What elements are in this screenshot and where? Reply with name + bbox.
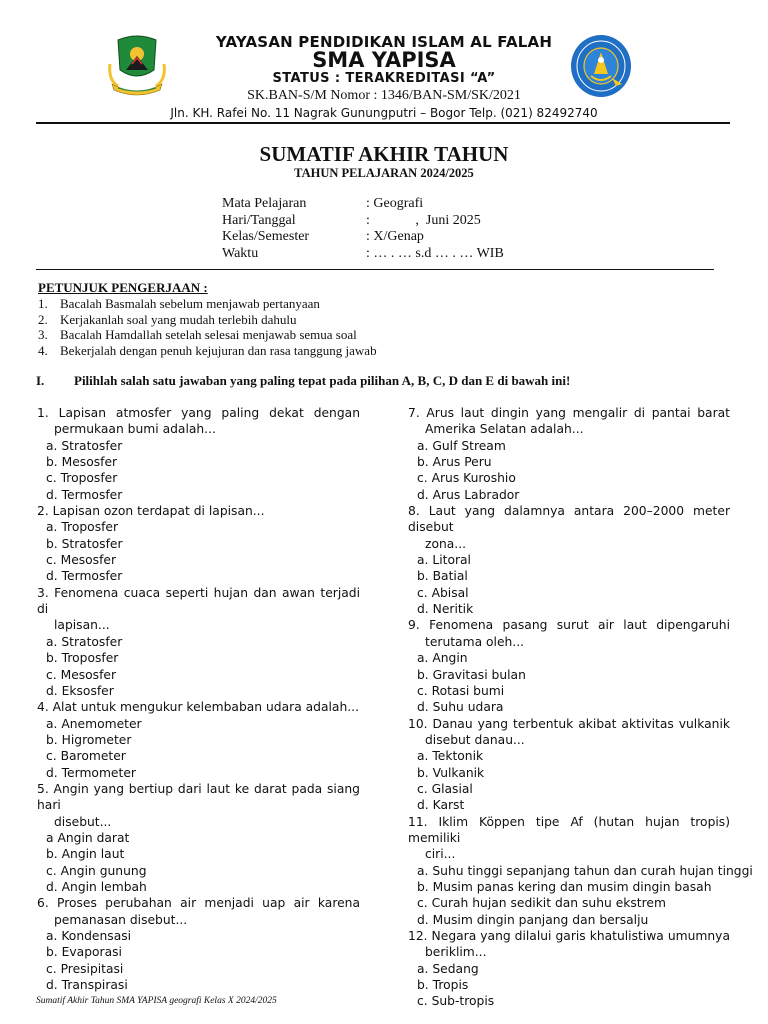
answer-option[interactable]: a. Suhu tinggi sepanjang tahun dan curah hujan tinggi <box>417 863 753 878</box>
header-divider <box>36 122 730 124</box>
question-text: 3. Fenomena cuaca seperti hujan dan awan terjadi di <box>37 585 360 617</box>
answer-option[interactable]: a Angin darat <box>46 830 130 845</box>
answer-option[interactable]: d. Neritik <box>417 602 474 617</box>
meta-row <box>222 213 504 230</box>
question-item <box>37 699 360 781</box>
answer-option[interactable]: b. Angin laut <box>46 847 125 862</box>
questions-left-column <box>37 405 360 993</box>
meta-divider <box>36 269 714 270</box>
answer-option[interactable]: b. Vulkanik <box>417 765 485 780</box>
meta-row <box>222 229 504 246</box>
answer-option[interactable]: b. Evaporasi <box>46 945 122 960</box>
answer-option[interactable]: b. Batial <box>417 569 468 584</box>
answer-option[interactable]: d. Arus Labrador <box>417 487 520 502</box>
answer-option[interactable]: a. Troposfer <box>46 520 119 535</box>
instruction-item: 4. Bekerjalah dengan penuh kejujuran dan rasa tanggung jawab <box>38 343 377 359</box>
instructions <box>38 280 377 359</box>
answer-option[interactable]: d. Termosfer <box>46 487 123 502</box>
question-text-continued: disebut danau... <box>425 732 525 747</box>
answer-option[interactable]: c. Mesosfer <box>46 667 117 682</box>
accreditation-decree: SK.BAN-S/M Nomor : 1346/BAN-SM/SK/2021 <box>247 88 521 103</box>
answer-option[interactable]: a. Sedang <box>417 961 479 976</box>
answer-option[interactable]: a. Gulf Stream <box>417 438 506 453</box>
question-item <box>408 928 730 1010</box>
answer-option[interactable]: a. Kondensasi <box>46 929 132 943</box>
answer-option[interactable]: d. Termosfer <box>46 569 123 584</box>
question-item <box>408 405 730 503</box>
instruction-text: Kerjakanlah soal yang mudah terlebih dahulu <box>60 311 297 327</box>
meta-label: Mata Pelajaran <box>222 196 307 211</box>
instruction-item: 1. Bacalah Basmalah sebelum menjawab pertanyaan <box>38 295 320 311</box>
instruction-item: 3. Bacalah Hamdallah setelah selesai menjawab semua soal <box>38 327 357 343</box>
section-number: I. <box>36 373 45 388</box>
answer-option[interactable]: d. Eksosfer <box>46 683 114 698</box>
answer-option[interactable]: c. Barometer <box>46 749 126 764</box>
answer-option[interactable]: c. Glasial <box>417 781 473 796</box>
question-text-continued: pemanasan disebut... <box>54 912 188 927</box>
school-name: SMA YAPISA <box>312 48 456 72</box>
meta-value: : … . … s.d … . … WIB <box>366 245 504 261</box>
answer-option[interactable]: b. Mesosfer <box>46 455 118 470</box>
school-address: Jln. KH. Rafei No. 11 Nagrak Gunungputri – Bogor Telp. (021) 82492740 <box>170 106 598 120</box>
question-text: 10. Danau yang terbentuk akibat aktivitas vulkanik <box>408 716 730 731</box>
answer-option[interactable]: c. Arus Kuroshio <box>417 471 516 486</box>
answer-option[interactable]: c. Mesosfer <box>46 553 117 568</box>
question-text-continued: beriklim... <box>425 945 487 960</box>
answer-option[interactable]: a. Stratosfer <box>46 438 123 453</box>
question-item <box>37 503 360 585</box>
answer-option[interactable]: a. Tektonik <box>417 749 484 764</box>
instruction-text: Bacalah Hamdallah setelah selesai menjawab semua soal <box>60 327 357 343</box>
meta-label: Kelas/Semester <box>222 229 310 244</box>
question-item <box>408 617 730 715</box>
meta-value: : X/Genap <box>366 229 424 244</box>
answer-option[interactable]: b. Gravitasi bulan <box>417 667 526 682</box>
answer-option[interactable]: d. Angin lembah <box>46 879 147 894</box>
questions-right-column <box>408 405 753 1010</box>
question-text: 5. Angin yang bertiup dari laut ke darat pada siang hari <box>37 781 360 813</box>
question-text: 8. Laut yang dalamnya antara 200–2000 meter disebut <box>408 504 730 535</box>
question-item <box>408 814 753 928</box>
answer-option[interactable]: a. Stratosfer <box>46 634 123 649</box>
question-text: 4. Alat untuk mengukur kelembaban udara adalah... <box>37 700 359 715</box>
answer-option[interactable]: b. Troposfer <box>46 651 119 666</box>
answer-option[interactable]: a. Angin <box>417 651 468 666</box>
question-text-continued: Amerika Selatan adalah... <box>425 422 584 437</box>
meta-row <box>222 196 504 213</box>
question-text: 7. Arus laut dingin yang mengalir di pantai barat <box>408 406 730 420</box>
question-item <box>408 716 730 814</box>
answer-option[interactable]: b. Arus Peru <box>417 455 492 470</box>
exam-title: SUMATIF AKHIR TAHUN <box>259 142 509 166</box>
question-item <box>37 895 360 993</box>
academic-year: TAHUN PELAJARAN 2024/2025 <box>294 166 474 180</box>
answer-option[interactable]: c. Presipitasi <box>46 961 124 976</box>
instruction-text: Bekerjalah dengan penuh kejujuran dan rasa tanggung jawab <box>60 343 377 359</box>
question-text-continued: ciri... <box>425 847 456 862</box>
answer-option[interactable]: b. Musim panas kering dan musim dingin basah <box>417 879 712 894</box>
meta-row <box>222 246 504 263</box>
question-item <box>408 503 730 617</box>
instruction-item: 2. Kerjakanlah soal yang mudah terlebih dahulu <box>38 311 297 327</box>
question-text-continued: zona... <box>425 536 467 551</box>
question-text-continued: permukaan bumi adalah... <box>54 422 216 437</box>
answer-option[interactable]: d. Transpirasi <box>46 978 128 993</box>
answer-option[interactable]: d. Termometer <box>46 765 136 780</box>
answer-option[interactable]: d. Musim dingin panjang dan bersalju <box>417 912 649 927</box>
answer-option[interactable]: c. Angin gunung <box>46 863 147 878</box>
instruction-text: Bacalah Basmalah sebelum menjawab pertanyaan <box>60 295 320 311</box>
question-text: 2. Lapisan ozon terdapat di lapisan... <box>37 504 265 519</box>
answer-option[interactable]: c. Curah hujan sedikit dan suhu ekstrem <box>417 896 666 911</box>
question-item <box>37 781 360 895</box>
question-text: 9. Fenomena pasang surut air laut dipengaruhi <box>408 618 730 633</box>
exam-meta <box>222 196 504 262</box>
answer-option[interactable]: b. Tropis <box>417 978 469 993</box>
section-heading <box>36 373 570 389</box>
foundation-name: YAYASAN PENDIDIKAN ISLAM AL FALAH <box>215 33 553 51</box>
answer-option[interactable]: c. Troposfer <box>46 471 118 486</box>
answer-option[interactable]: b. Stratosfer <box>46 536 123 551</box>
instructions-title: PETUNJUK PENGERJAAN : <box>38 280 208 295</box>
meta-label: Hari/Tanggal <box>222 212 296 228</box>
answer-option[interactable]: d. Suhu udara <box>417 700 504 715</box>
accreditation-status: STATUS : TERAKREDITASI “A” <box>272 71 496 86</box>
question-text: 12. Negara yang dilalui garis khatulistiwa umumnya <box>408 929 730 943</box>
page-footer: Sumatif Akhir Tahun SMA YAPISA geografi Kelas X 2024/2025 <box>36 996 277 1006</box>
question-text-continued: terutama oleh... <box>425 634 525 649</box>
question-text-continued: disebut... <box>54 814 112 829</box>
answer-option[interactable]: c. Sub-tropis <box>417 994 495 1009</box>
meta-value: : , Juni 2025 <box>366 212 481 228</box>
question-text: 11. Iklim Köppen tipe Af (hutan hujan tropis) memiliki <box>408 814 730 845</box>
meta-value: : Geografi <box>366 196 424 211</box>
answer-option[interactable]: b. Higrometer <box>46 732 132 747</box>
question-item <box>37 405 360 503</box>
answer-option[interactable]: d. Karst <box>417 798 465 813</box>
section-text: Pilihlah salah satu jawaban yang paling tepat pada pilihan A, B, C, D dan E di bawah ini! <box>74 373 571 388</box>
question-text: 1. Lapisan atmosfer yang paling dekat dengan <box>37 406 360 420</box>
answer-option[interactable]: c. Rotasi bumi <box>417 683 505 698</box>
answer-option[interactable]: a. Anemometer <box>46 716 142 731</box>
meta-label: Waktu <box>222 245 259 261</box>
question-item <box>37 585 360 699</box>
question-text-continued: lapisan... <box>54 618 110 633</box>
answer-option[interactable]: a. Litoral <box>417 553 471 568</box>
question-text: 6. Proses perubahan air menjadi uap air karena <box>37 896 360 911</box>
answer-option[interactable]: c. Abisal <box>417 585 469 600</box>
